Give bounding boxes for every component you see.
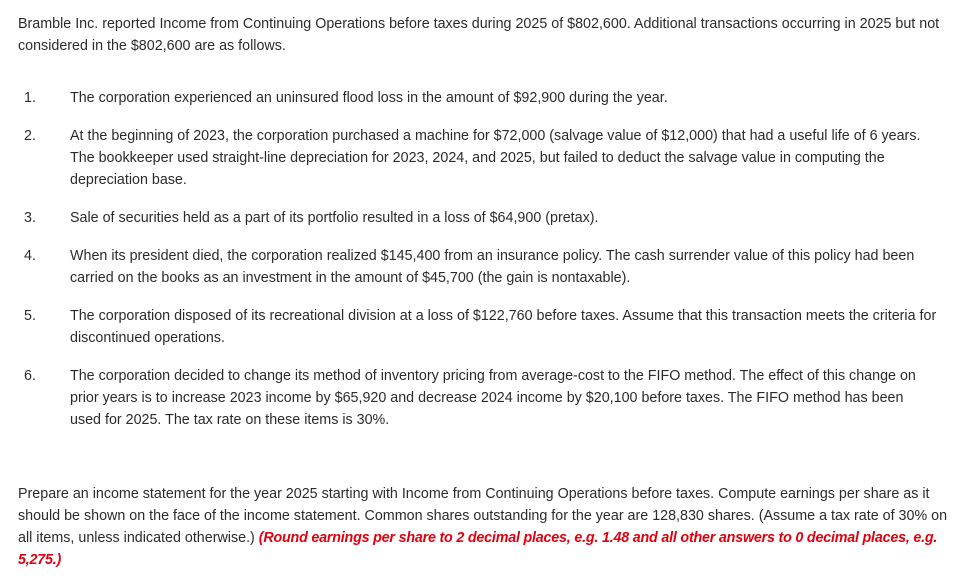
list-item: [0, 245, 960, 289]
item-text: The corporation experienced an uninsured flood loss in the amount of $92,900 during the year.: [70, 90, 668, 106]
item-text: Sale of securities held as a part of its portfolio resulted in a loss of $64,900 (pretax).: [70, 210, 599, 226]
item-number: 5.: [24, 308, 36, 324]
rounding-instruction: (Round earnings per share to 2 decimal places, e.g. 1.48 and all other answers to 0 decimal places, e.g. 5,275.): [18, 530, 938, 568]
item-text: At the beginning of 2023, the corporation purchased a machine for $72,000 (salvage value of $12,000) that had a useful life of 6 years. The bookkeeper used straight-line depreciation for 2023, 2024, and 2025, but failed to deduct the salvage value in computing the depreciation base.: [70, 128, 921, 188]
item-text: The corporation decided to change its method of inventory pricing from average-cost to the FIFO method. The effect of this change on prior years is to increase 2023 income by $65,920 and decrease 2024 income by $20,100 before taxes. The FIFO method has been used for 2025. The tax rate on these items is 30%.: [70, 368, 916, 428]
prompt-paragraph: [18, 483, 953, 571]
transaction-list: [0, 87, 960, 447]
item-text: When its president died, the corporation realized $145,400 from an insurance policy. The cash surrender value of this policy had been carried on the books as an investment in the amount of $45,700 (the gain is nontaxable).: [70, 248, 915, 286]
item-number: 4.: [24, 248, 36, 264]
list-item: [0, 125, 960, 191]
item-text: The corporation disposed of its recreational division at a loss of $122,760 before taxes. Assume that this transaction meets the criteria for discontinued operations.: [70, 308, 937, 346]
item-number: 3.: [24, 210, 36, 226]
prompt-text: Prepare an income statement for the year 2025 starting with Income from Continuing Operations before taxes. Compute earnings per share as it should be shown on the face of the income statement. Common shares outstanding for the year are 128,830 shares. (Assume a tax rate of 30% on all items, unless indicated otherwise.): [18, 486, 948, 546]
item-number: 2.: [24, 128, 36, 144]
item-number: 1.: [24, 90, 36, 106]
item-number: 6.: [24, 368, 36, 384]
list-item: [0, 207, 960, 229]
list-item: [0, 87, 960, 109]
intro-paragraph: Bramble Inc. reported Income from Continuing Operations before taxes during 2025 of $802,600. Additional transactions occurring in 2025 but not considered in the $802,600 are as follows.: [18, 16, 940, 54]
list-item: [0, 305, 960, 349]
list-item: [0, 365, 960, 431]
